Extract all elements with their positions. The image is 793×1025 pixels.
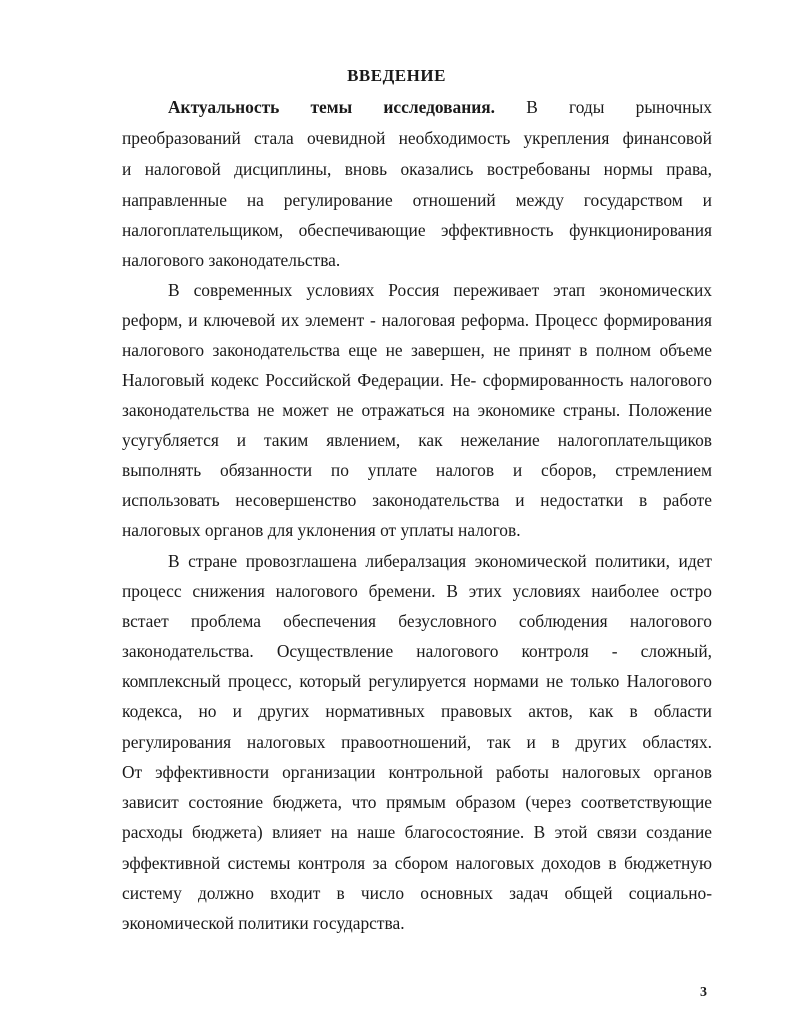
page-number: 3	[700, 985, 707, 1000]
paragraph-1-line-5: налогоплательщиком, обеспечивающие эффективность функционирования	[122, 220, 712, 240]
paragraph-3-line-2: процесс снижения налогового бремени. В этих условиях наиболее остро	[122, 581, 712, 601]
paragraph-1-line-1	[168, 92, 712, 122]
paragraph-3-line-5: комплексный процесс, который регулируется нормами не только Налогового	[122, 671, 712, 691]
paragraph-2-line-8: использовать несовершенство законодательства и недостатки в работе	[122, 490, 712, 510]
paragraph-3-line-9: зависит состояние бюджета, что прямым образом (через соответствующие	[122, 792, 712, 812]
page-heading: ВВЕДЕНИЕ	[347, 66, 446, 85]
paragraph-2-line-5: законодательства не может не отражаться на экономике страны. Положение	[122, 400, 712, 420]
paragraph-2-line-7: выполнять обязанности по уплате налогов и сборов, стремлением	[122, 460, 712, 480]
paragraph-3-line-4: законодательства. Осуществление налогового контроля - сложный,	[122, 641, 712, 661]
paragraph-2-line-1: В современных условиях Россия переживает этап экономических	[168, 280, 712, 300]
paragraph-3-line-8: От эффективности организации контрольной работы налоговых органов	[122, 762, 712, 782]
paragraph-2-line-2: реформ, и ключевой их элемент - налоговая реформа. Процесс формирования	[122, 310, 712, 330]
paragraph-3-line-1: В стране провозглашена либералзация экономической политики, идет	[168, 551, 712, 571]
paragraph-3-line-12: систему должно входит в число основных задач общей социально-	[122, 883, 712, 903]
paragraph-2-line-3: налогового законодательства еще не завершен, не принят в полном объеме	[122, 340, 712, 360]
paragraph-1-line-1-text: В годы рыночных	[526, 97, 712, 117]
paragraph-2-line-4: Налоговый кодекс Российской Федерации. Не- сформированность налогового	[122, 370, 712, 390]
paragraph-1-line-2: преобразований стала очевидной необходимость укрепления финансовой	[122, 128, 712, 148]
paragraph-3-line-13: экономической политики государства.	[122, 913, 405, 933]
section-lead: Актуальность темы исследования.	[168, 97, 496, 117]
paragraph-1-line-4: направленные на регулирование отношений между государством и	[122, 190, 712, 210]
paragraph-3-line-11: эффективной системы контроля за сбором налоговых доходов в бюджетную	[122, 853, 712, 873]
paragraph-3-line-10: расходы бюджета) влияет на наше благосостояние. В этой связи создание	[122, 822, 712, 842]
paragraph-2-line-6: усугубляется и таким явлением, как нежелание налогоплательщиков	[122, 430, 712, 450]
paragraph-3-line-6: кодекса, но и других нормативных правовых актов, как в области	[122, 701, 712, 721]
paragraph-2-line-9: налоговых органов для уклонения от уплаты налогов.	[122, 520, 521, 540]
paragraph-3-line-3: встает проблема обеспечения безусловного соблюдения налогового	[122, 611, 712, 631]
paragraph-1-line-3: и налоговой дисциплины, вновь оказались востребованы нормы права,	[122, 159, 712, 179]
paragraph-1-line-6: налогового законодательства.	[122, 250, 341, 270]
paragraph-3-line-7: регулирования налоговых правоотношений, так и в других областях.	[122, 732, 712, 752]
